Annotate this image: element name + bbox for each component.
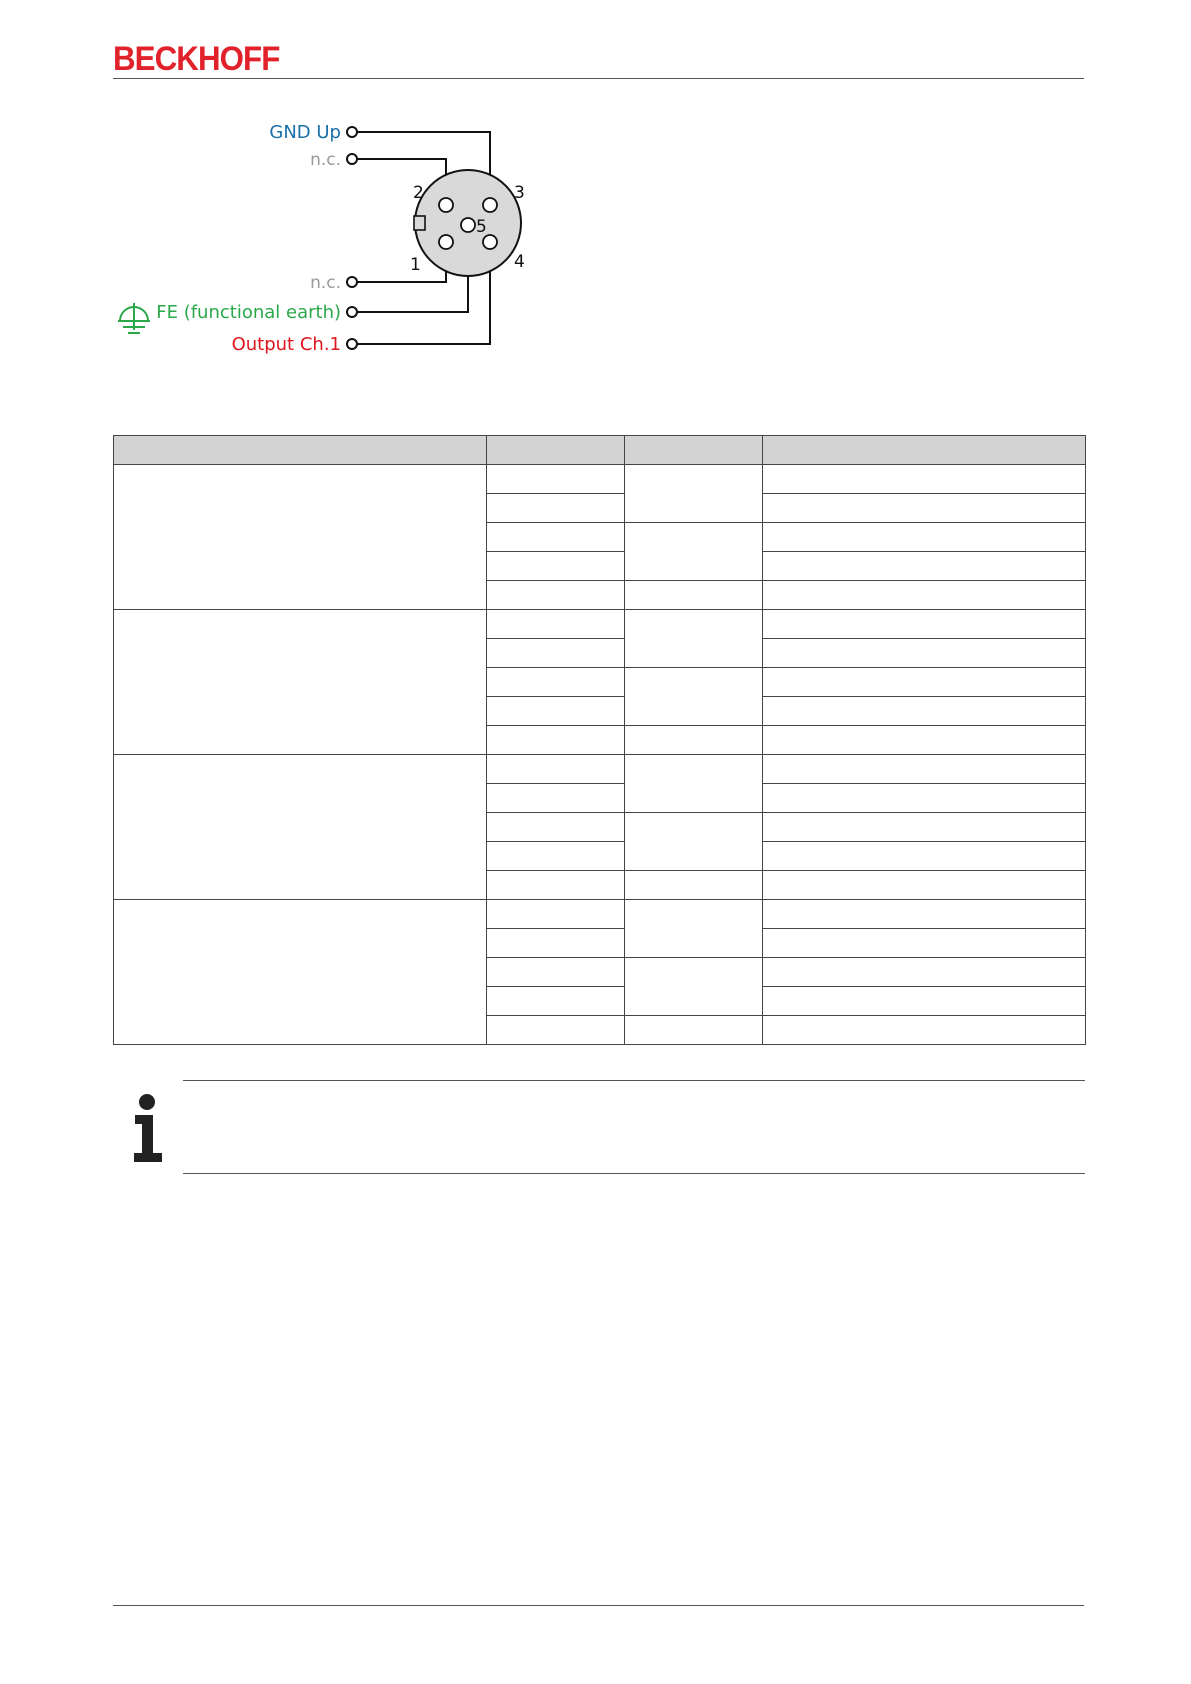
table-cell — [487, 552, 625, 581]
pin-number-5: 5 — [476, 217, 487, 237]
table-cell — [763, 987, 1086, 1016]
table-cell — [487, 639, 625, 668]
table-cell — [487, 755, 625, 784]
terminal-nc-top — [347, 154, 357, 164]
label-output-ch1: Output Ch.1 — [231, 334, 341, 355]
table-cell — [763, 523, 1086, 552]
table-cell — [763, 1016, 1086, 1045]
table-group-cell — [114, 755, 487, 900]
connector-pinout-diagram — [110, 115, 530, 365]
table-cell — [763, 697, 1086, 726]
table-header-cell — [487, 436, 625, 465]
table-cell — [487, 494, 625, 523]
table-cell — [763, 842, 1086, 871]
label-gnd-up: GND Up — [269, 122, 341, 143]
table-cell — [487, 726, 625, 755]
table-cell — [625, 871, 763, 900]
table-cell — [625, 958, 763, 1016]
table-cell — [625, 465, 763, 523]
table-cell — [625, 900, 763, 958]
table-cell — [625, 610, 763, 668]
table-cell — [763, 755, 1086, 784]
table-cell — [487, 784, 625, 813]
table-cell — [487, 958, 625, 987]
table-cell — [625, 813, 763, 871]
table-cell — [487, 929, 625, 958]
table-group-cell — [114, 610, 487, 755]
label-nc-top: n.c. — [310, 150, 341, 170]
table-cell — [625, 726, 763, 755]
table-cell — [487, 900, 625, 929]
table-cell — [625, 523, 763, 581]
pin-number-1: 1 — [410, 255, 421, 275]
pin-number-3: 3 — [514, 183, 525, 203]
table-row — [114, 900, 1086, 929]
table-cell — [763, 813, 1086, 842]
table-cell — [763, 900, 1086, 929]
note-divider-bottom — [183, 1173, 1085, 1174]
table-header-row — [114, 436, 1086, 465]
table-cell — [763, 726, 1086, 755]
table-row — [114, 610, 1086, 639]
note-divider-top — [183, 1080, 1085, 1081]
pin-number-2: 2 — [413, 183, 424, 203]
pin-1 — [439, 235, 453, 249]
table-group-cell — [114, 900, 487, 1045]
table-cell — [763, 465, 1086, 494]
table-cell — [487, 668, 625, 697]
pin-2 — [439, 198, 453, 212]
label-functional-earth: FE (functional earth) — [156, 302, 341, 323]
table-cell — [763, 494, 1086, 523]
table-group-cell — [114, 465, 487, 610]
footer-divider — [113, 1605, 1084, 1606]
table-cell — [487, 813, 625, 842]
table-row — [114, 465, 1086, 494]
table-cell — [625, 1016, 763, 1045]
table-cell — [763, 929, 1086, 958]
pin-number-4: 4 — [514, 252, 525, 272]
pin-3 — [483, 198, 497, 212]
connector-key-notch — [414, 216, 425, 230]
table-cell — [763, 871, 1086, 900]
table-cell — [625, 581, 763, 610]
label-nc-bottom: n.c. — [310, 273, 341, 293]
table-cell — [487, 610, 625, 639]
table-cell — [625, 668, 763, 726]
table-cell — [487, 1016, 625, 1045]
table-cell — [763, 639, 1086, 668]
table-cell — [763, 581, 1086, 610]
pin-assignment-table — [113, 435, 1086, 1045]
table-cell — [763, 784, 1086, 813]
info-icon — [131, 1093, 165, 1163]
terminal-gnd-up — [347, 127, 357, 137]
table-cell — [487, 842, 625, 871]
terminal-fe — [347, 307, 357, 317]
table-header-cell — [114, 436, 487, 465]
table-cell — [763, 610, 1086, 639]
table-cell — [487, 697, 625, 726]
ground-symbol-icon — [118, 303, 150, 333]
pin-5 — [461, 218, 475, 232]
pin-4 — [483, 235, 497, 249]
beckhoff-logo: BECKHOFF — [113, 40, 280, 78]
table-cell — [487, 581, 625, 610]
info-note — [113, 1080, 1085, 1174]
table-cell — [487, 987, 625, 1016]
table-cell — [487, 465, 625, 494]
table-cell — [487, 871, 625, 900]
table-row — [114, 755, 1086, 784]
table-header-cell — [763, 436, 1086, 465]
terminal-output — [347, 339, 357, 349]
table-cell — [763, 958, 1086, 987]
table-header-cell — [625, 436, 763, 465]
table-cell — [763, 668, 1086, 697]
terminal-nc-bottom — [347, 277, 357, 287]
table-cell — [763, 552, 1086, 581]
table-cell — [625, 755, 763, 813]
table-cell — [487, 523, 625, 552]
header-divider — [113, 78, 1084, 79]
